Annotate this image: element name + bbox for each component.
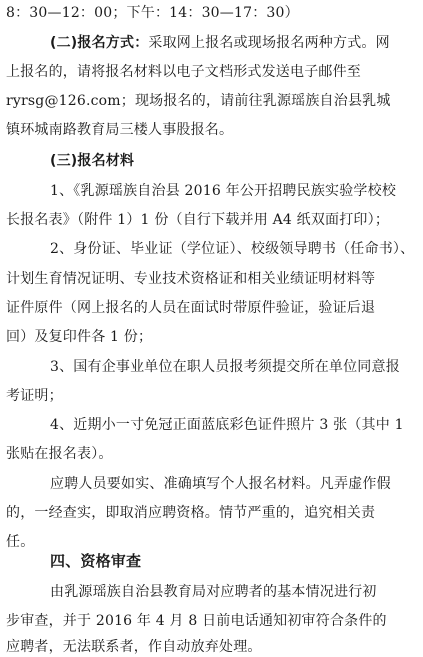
text-line: 考证明；: [6, 388, 63, 404]
text-line: 3、国有企事业单位在职人员报考须提交所在单位同意报: [50, 359, 400, 375]
text-line: 4、近期小一寸免冠正面蓝底彩色证件照片 3 张（其中 1: [50, 417, 404, 433]
subsection-heading: (三)报名材料: [50, 153, 135, 169]
text-line: 上报名的，请将报名材料以电子文档形式发送电子邮件至: [6, 64, 361, 80]
text-line: [50, 34, 390, 52]
text-line: 回）及复印件各 1 份；: [6, 329, 153, 345]
text-line: 的，一经查实，即取消应聘资格。情节严重的，追究相关责: [6, 505, 376, 521]
section-heading: 四、资格审查: [50, 552, 142, 570]
text-line: 1、《乳源瑶族自治县 2016 年公开招聘民族实验学校校: [50, 183, 397, 199]
text-line: ryrsg@126.com；现场报名的，请前往乳源瑶族自治县乳城: [6, 93, 391, 109]
subsection-heading: (二)报名方式：: [50, 35, 149, 51]
text-line: 任。: [6, 534, 35, 550]
text-line: 由乳源瑶族自治县教育局对应聘者的基本情况进行初: [50, 584, 377, 600]
text-line: 证件原件（网上报名的人员在面试时带原件验证，验证后退: [6, 300, 376, 316]
text-line: 长报名表》（附件 1）1 份（自行下载并用 A4 纸双面打印）；: [6, 212, 390, 228]
text-fragment: 采取网上报名或现场报名两种方式。网: [148, 35, 390, 51]
text-line: 8：30—12：00；下午：14：30—17：30）: [6, 5, 299, 21]
text-line: 张贴在报名表）。: [6, 446, 113, 462]
text-line: 步审查，并于 2016 年 4 月 8 日前电话通知初审符合条件的: [6, 613, 387, 629]
text-line: 2、身份证、毕业证（学位证）、校级领导聘书（任命书）、: [50, 241, 415, 257]
text-line: 应聘者，无法联系者，作自动放弃处理。: [6, 639, 262, 655]
text-line: 镇环城南路教育局三楼人事股报名。: [6, 122, 234, 138]
text-line: 计划生育情况证明、专业技术资格证和相关业绩证明材料等: [6, 271, 376, 287]
text-line: 应聘人员要如实、准确填写个人报名材料。凡弄虚作假: [50, 476, 391, 492]
